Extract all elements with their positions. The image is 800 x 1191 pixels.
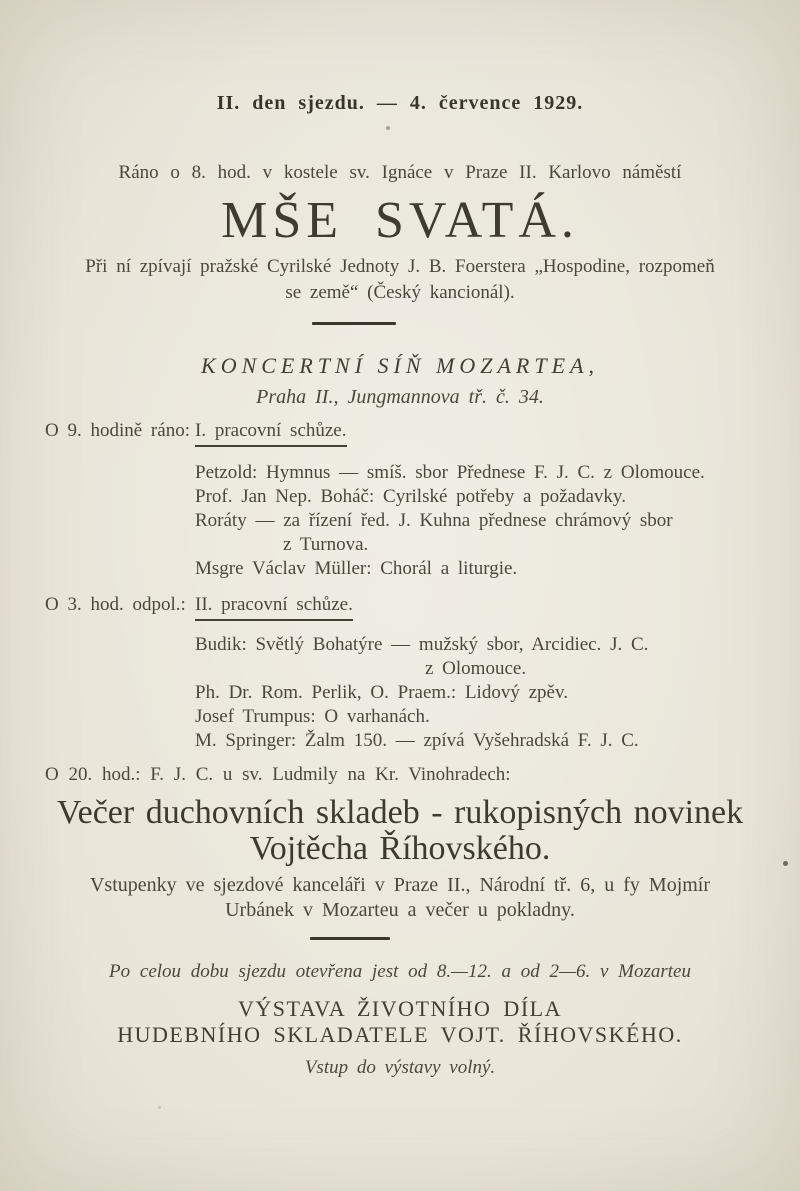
- session-title: II. pracovní schůze.: [195, 593, 353, 621]
- ink-speck: [386, 126, 390, 130]
- session-line: Ph. Dr. Rom. Perlik, O. Praem.: Lidový zpěv.: [195, 682, 568, 703]
- session-1: [0, 419, 800, 581]
- mass-note-line2: se země“ (Český kancionál).: [285, 282, 515, 303]
- exhibition-section: [0, 960, 800, 1080]
- session-line: Budik: Světlý Bohatýre — mužský sbor, Arcidiec. J. C.: [195, 634, 649, 655]
- session-1-program: [195, 461, 800, 581]
- evening-intro: O 20. hod.: F. J. C. u sv. Ludmily na Kr. Vinohradech:: [45, 764, 511, 785]
- section-divider: [312, 322, 396, 325]
- session-line: z Olomouce.: [425, 658, 527, 679]
- mass-note-line1: Při ní zpívají pražské Cyrilské Jednoty J. B. Foerstera „Hospodine, rozpomeň: [85, 256, 715, 277]
- exhibition-title-line1: VÝSTAVA ŽIVOTNÍHO DÍLA: [238, 996, 562, 1021]
- session-time: O 9. hodině ráno:: [45, 420, 190, 441]
- day-header: II. den sjezdu. — 4. července 1929.: [216, 92, 584, 114]
- evening-section: [0, 763, 800, 923]
- session-line: Josef Trumpus: O varhanách.: [195, 706, 430, 727]
- session-2-program: [195, 633, 800, 753]
- ink-speck: [158, 1106, 161, 1109]
- session-line: z Turnova.: [283, 534, 369, 555]
- session-time: O 3. hod. odpol.:: [45, 594, 186, 615]
- venue-address: Praha II., Jungmannova tř. č. 34.: [256, 386, 544, 408]
- exhibition-hours: Po celou dobu sjezdu otevřena jest od 8.—12. a od 2—6. v Mozarteu: [109, 961, 691, 982]
- session-line: Petzold: Hymnus — smíš. sbor Přednese F. J. C. z Olomouce.: [195, 462, 705, 483]
- venue-name: KONCERTNÍ SÍŇ MOZARTEA,: [201, 353, 599, 378]
- exhibition-title-line2: HUDEBNÍHO SKLADATELE VOJT. ŘÍHOVSKÉHO.: [117, 1022, 683, 1047]
- mass-title: MŠE SVATÁ.: [221, 192, 579, 249]
- session-2-head: [45, 593, 800, 621]
- ink-speck: [783, 861, 788, 866]
- session-line: M. Springer: Žalm 150. — zpívá Vyšehradská F. J. C.: [195, 730, 639, 751]
- session-2: [0, 593, 800, 753]
- exhibition-note: Vstup do výstavy volný.: [304, 1057, 496, 1078]
- session-1-head: [45, 419, 800, 447]
- tickets-line2: Urbánek v Mozarteu a večer u pokladny.: [225, 899, 575, 921]
- evening-title-line1: Večer duchovních skladeb - rukopisných novinek: [56, 794, 744, 831]
- venue-section: [0, 353, 800, 409]
- session-line: Prof. Jan Nep. Boháč: Cyrilské potřeby a požadavky.: [195, 486, 626, 507]
- mass-section: [0, 162, 800, 306]
- mass-intro: Ráno o 8. hod. v kostele sv. Ignáce v Praze II. Karlovo náměstí: [118, 162, 682, 183]
- evening-title-line2: Vojtěcha Říhovského.: [249, 830, 551, 867]
- session-title: I. pracovní schůze.: [195, 419, 347, 447]
- session-line: Msgre Václav Müller: Chorál a liturgie.: [195, 558, 518, 579]
- session-line: Roráty — za řízení řed. J. Kuhna přednese chrámový sbor: [195, 510, 673, 531]
- section-divider: [310, 937, 390, 940]
- tickets-line1: Vstupenky ve sjezdové kanceláři v Praze II., Národní tř. 6, u fy Mojmír: [89, 874, 711, 896]
